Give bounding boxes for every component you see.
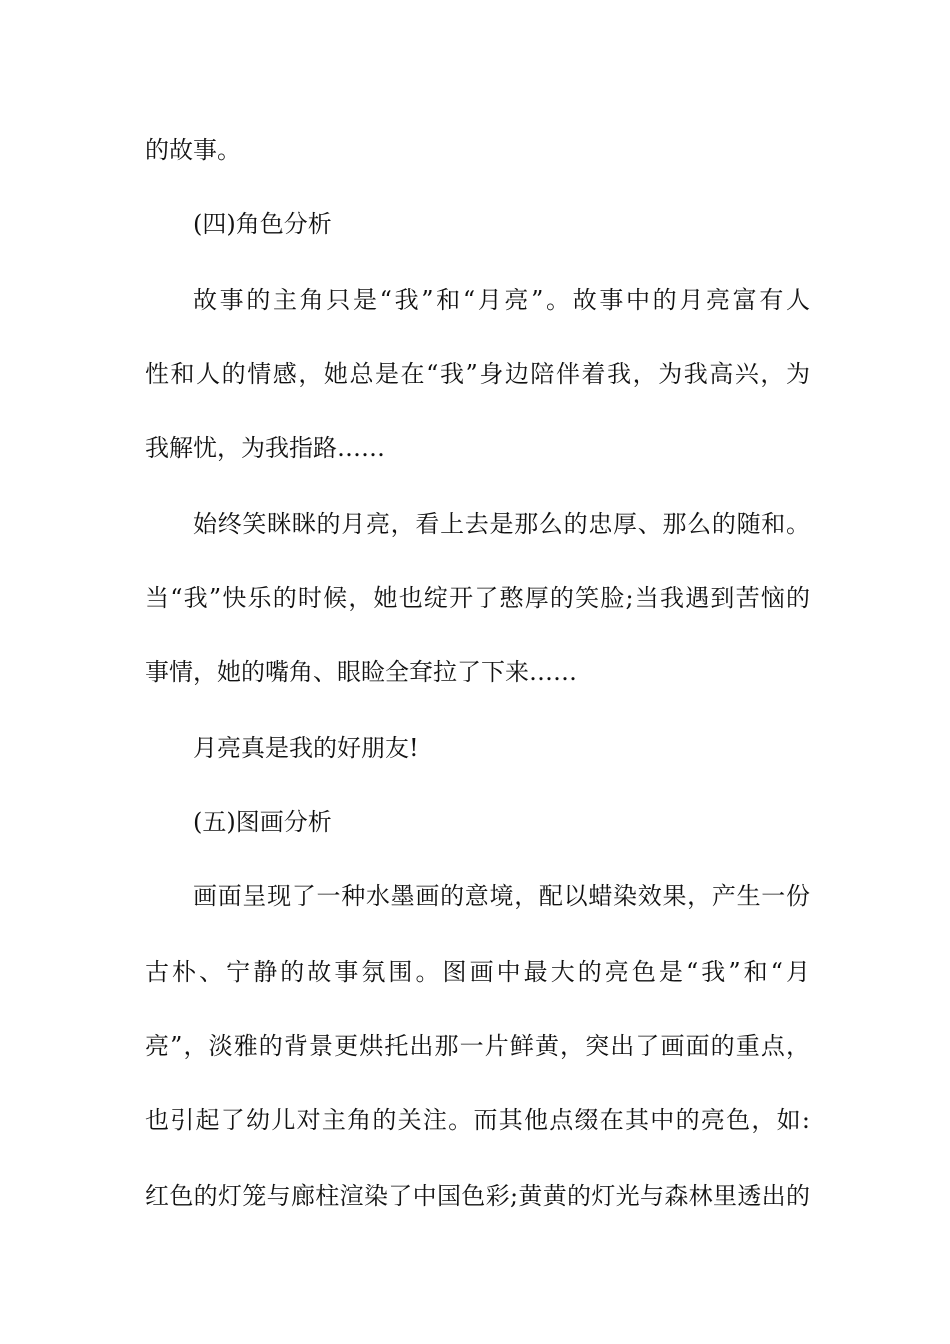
paragraph-line: 月亮真是我的好朋友! xyxy=(193,734,419,762)
text-line-story-end: 的故事。 xyxy=(145,136,241,164)
paragraph-line: 我解忧，为我指路…… xyxy=(145,434,385,462)
paragraph-line: 性和人的情感，她总是在“我”身边陪伴着我，为我高兴，为 xyxy=(145,360,810,388)
paragraph-line: 亮”，淡雅的背景更烘托出那一片鲜黄，突出了画面的重点， xyxy=(145,1032,810,1060)
section-heading-role-analysis: (四)角色分析 xyxy=(193,210,332,238)
paragraph-line: 始终笑眯眯的月亮，看上去是那么的忠厚、那么的随和。 xyxy=(193,510,810,538)
paragraph-line: 事情，她的嘴角、眼睑全耷拉了下来…… xyxy=(145,658,577,686)
paragraph-line: 古朴、宁静的故事氛围。图画中最大的亮色是“我”和“月 xyxy=(145,958,810,986)
paragraph-line: 也引起了幼儿对主角的关注。而其他点缀在其中的亮色，如: xyxy=(145,1106,810,1134)
section-heading-picture-analysis: (五)图画分析 xyxy=(193,808,332,836)
paragraph-line: 画面呈现了一种水墨画的意境，配以蜡染效果，产生一份 xyxy=(193,882,810,910)
paragraph-line: 故事的主角只是“我”和“月亮”。故事中的月亮富有人 xyxy=(193,286,810,314)
paragraph-line: 红色的灯笼与廊柱渲染了中国色彩;黄黄的灯光与森林里透出的 xyxy=(145,1182,810,1210)
paragraph-line: 当“我”快乐的时候，她也绽开了憨厚的笑脸;当我遇到苦恼的 xyxy=(145,584,810,612)
